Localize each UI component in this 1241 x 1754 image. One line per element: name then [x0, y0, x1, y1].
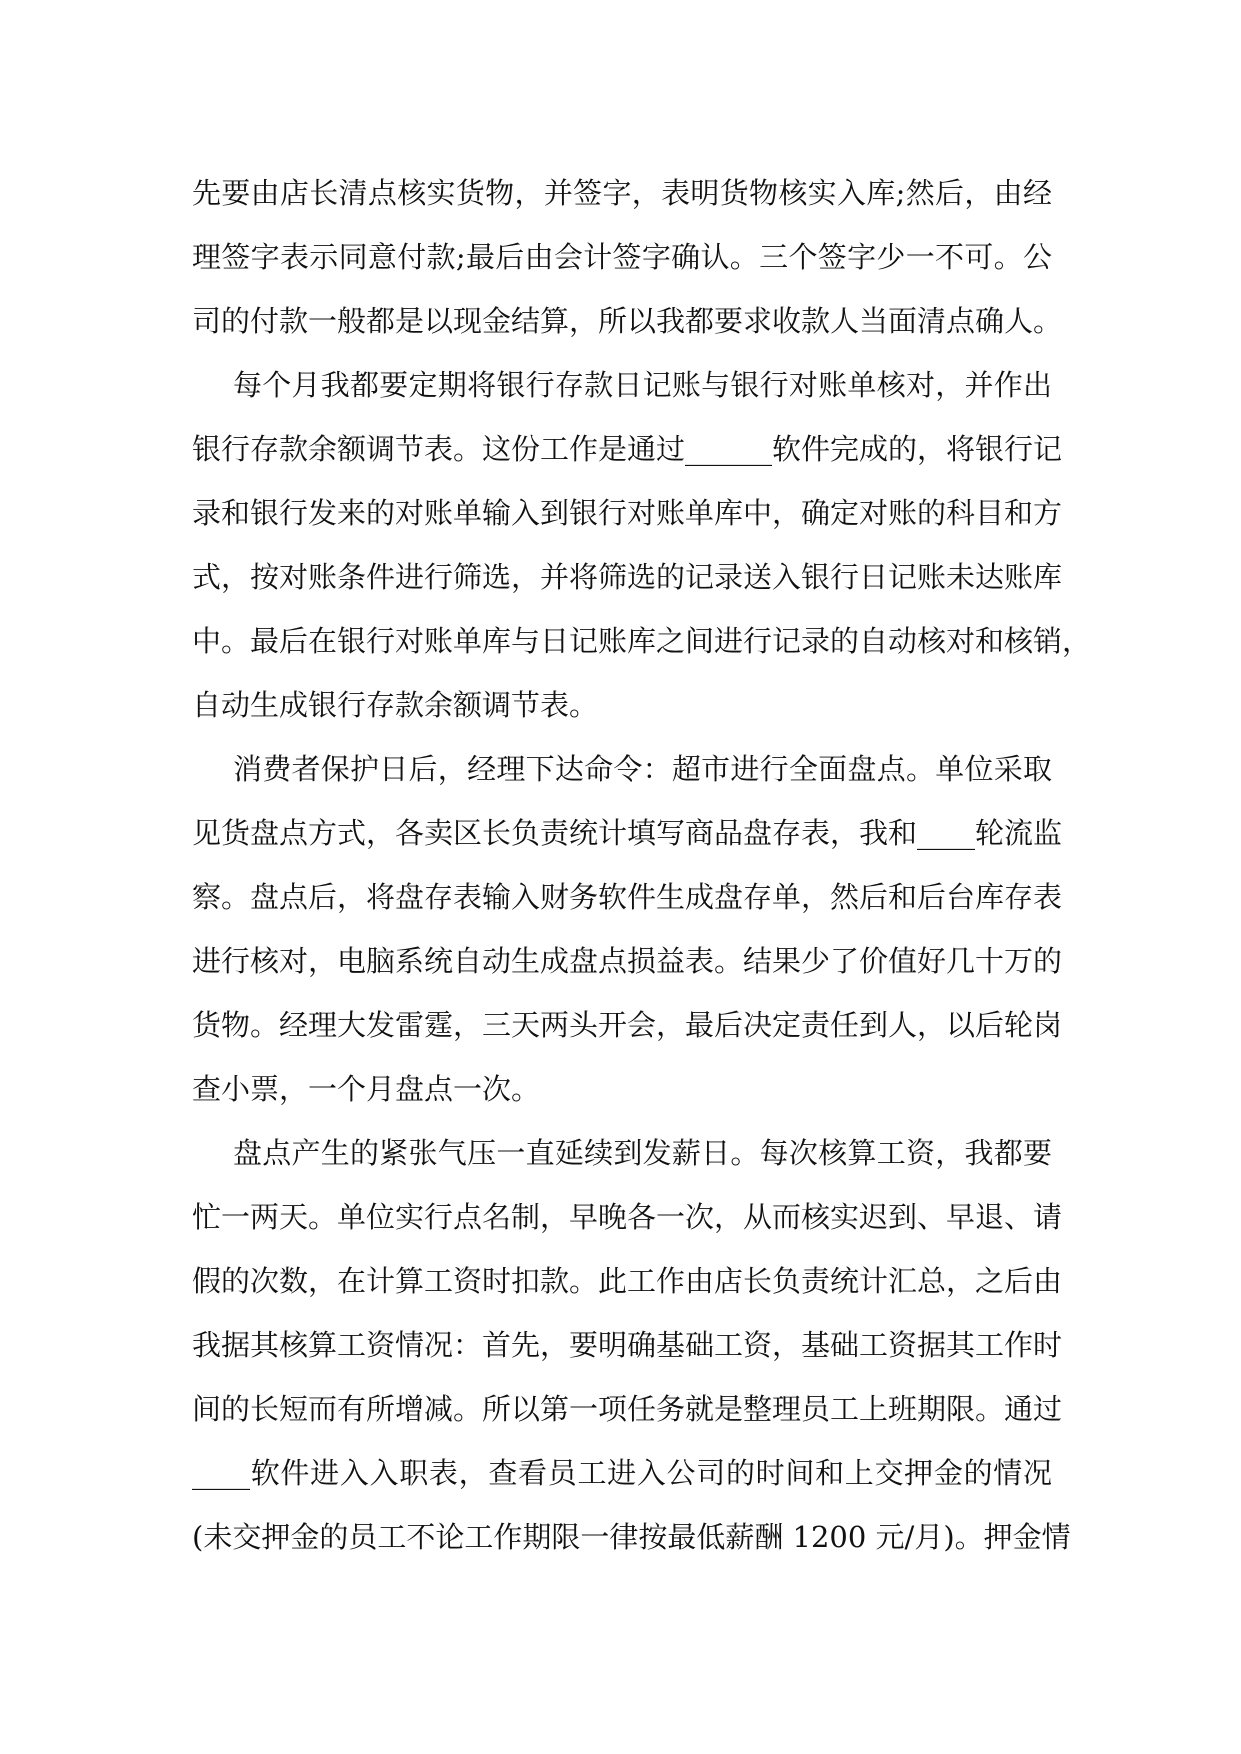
text-line: 我据其核算工资情况：首先，要明确基础工资，基础工资据其工作时 [192, 1328, 1063, 1362]
text-line: 查小票，一个月盘点一次。 [192, 1072, 541, 1106]
paragraph [192, 737, 1063, 1121]
text-line: 进行核对，电脑系统自动生成盘点损益表。结果少了价值好几十万的 [192, 944, 1063, 978]
text-line: 假的次数，在计算工资时扣款。此工作由店长负责统计汇总，之后由 [192, 1264, 1063, 1298]
text-line: ____软件进入入职表，查看员工进入公司的时间和上交押金的情况 [192, 1456, 1052, 1490]
document-body [192, 161, 1092, 1569]
text-line: 录和银行发来的对账单输入到银行对账单库中，确定对账的科目和方 [192, 496, 1063, 530]
paragraph [192, 161, 1063, 353]
text-line: 每个月我都要定期将银行存款日记账与银行对账单核对，并作出 [233, 368, 1052, 402]
text-line: 司的付款一般都是以现金结算，所以我都要求收款人当面清点确人。 [192, 304, 1063, 338]
text-line: 理签字表示同意付款;最后由会计签字确认。三个签字少一不可。公 [192, 240, 1052, 274]
text-line: 式，按对账条件进行筛选，并将筛选的记录送入银行日记账未达账库 [192, 560, 1063, 594]
text-line: 忙一两天。单位实行点名制，早晚各一次，从而核实迟到、早退、请 [192, 1200, 1063, 1234]
text-line: 先要由店长清点核实货物，并签字，表明货物核实入库;然后，由经 [192, 176, 1052, 210]
text-line: 间的长短而有所增减。所以第一项任务就是整理员工上班期限。通过 [192, 1392, 1063, 1426]
paragraph [192, 353, 1092, 737]
text-line: 自动生成银行存款余额调节表。 [192, 688, 599, 722]
text-line: 消费者保护日后，经理下达命令：超市进行全面盘点。单位采取 [233, 752, 1052, 786]
text-line: 银行存款余额调节表。这份工作是通过______软件完成的，将银行记 [192, 432, 1063, 466]
text-line: 见货盘点方式，各卖区长负责统计填写商品盘存表，我和____轮流监 [192, 816, 1063, 850]
paragraph [192, 1121, 1071, 1569]
text-line: 货物。经理大发雷霆，三天两头开会，最后决定责任到人，以后轮岗 [192, 1008, 1063, 1042]
text-line: 察。盘点后，将盘存表输入财务软件生成盘存单，然后和后台库存表 [192, 880, 1063, 914]
text-line: 中。最后在银行对账单库与日记账库之间进行记录的自动核对和核销， [192, 624, 1092, 658]
text-line: 盘点产生的紧张气压一直延续到发薪日。每次核算工资，我都要 [233, 1136, 1052, 1170]
text-line: (未交押金的员工不论工作期限一律按最低薪酬 1200 元/月)。押金情 [192, 1520, 1071, 1554]
